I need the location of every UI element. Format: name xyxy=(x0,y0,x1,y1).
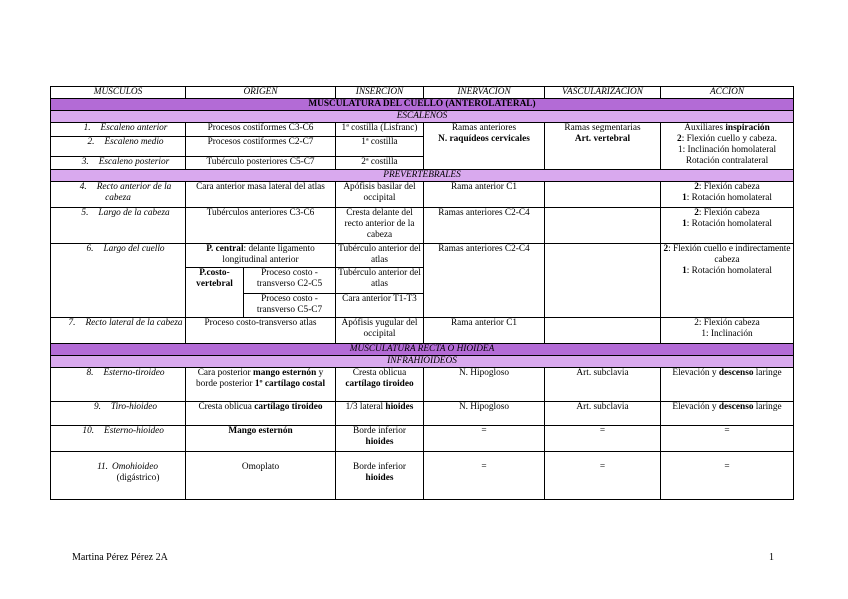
accion-cell xyxy=(661,318,794,344)
insertion-cell: Cara anterior T1-T3 xyxy=(336,294,424,318)
accion-cell xyxy=(661,182,794,208)
header-musculos: MUSCULOS xyxy=(51,87,186,99)
accion-bold: 2 xyxy=(694,208,699,218)
section-recta-hioidea: MUSCULATURA RECTA O HIOIDEA xyxy=(51,344,794,356)
muscle-name: Tiro-hioideo xyxy=(110,402,158,412)
muscle-number: 8. xyxy=(86,368,94,378)
origin-cell: Tubérculo posteriores C5-C7 xyxy=(186,157,336,170)
insertion-cell xyxy=(336,402,424,426)
footer-author: Martina Pérez Pérez 2A xyxy=(72,552,168,563)
page-number: 1 xyxy=(769,552,774,563)
origin-cell: Proceso costo - transverso C5-C7 xyxy=(244,294,336,318)
section-escalenos: ESCALENOS xyxy=(51,111,794,123)
vasc-text: Ramas segmentarias xyxy=(564,123,641,133)
inervacion-cell: Rama anterior C1 xyxy=(424,318,545,344)
inervacion-cell: = xyxy=(424,426,545,452)
table-row xyxy=(51,452,794,500)
table-row xyxy=(51,182,794,208)
accion-text: Elevación y xyxy=(672,368,719,378)
accion-text: : Flexión cuello e indirectamente cabeza xyxy=(668,244,791,265)
escalenos-inervacion xyxy=(424,123,545,170)
accion-text: Rotación contralateral xyxy=(685,156,769,166)
accion-text: : Flexión cabeza xyxy=(698,182,760,192)
muscle-number: 1. xyxy=(83,123,91,133)
origin-bold: mango esternón xyxy=(252,368,317,378)
origin-bold: Mango esternón xyxy=(228,426,293,436)
vasc-cell: Art. subclavia xyxy=(545,368,661,402)
insertion-bold: hioides xyxy=(365,437,394,447)
insertion-cell: Apófisis yugular del occipital xyxy=(336,318,424,344)
accion-cell: = xyxy=(661,452,794,500)
origin-cell: Proceso costo - transverso C2-C5 xyxy=(244,268,336,294)
header-row xyxy=(51,87,794,99)
insertion-bold: hioides xyxy=(385,402,414,412)
accion-bold: 2 xyxy=(663,244,669,254)
origin-cell xyxy=(186,402,336,426)
insertion-text: Borde inferior xyxy=(353,426,406,436)
muscle-name: Escaleno anterior xyxy=(100,123,168,133)
origin-text: Cresta oblicua xyxy=(198,402,255,412)
muscle-name: Escaleno posterior xyxy=(98,157,170,167)
origin-cell xyxy=(186,368,336,402)
muscle-number: 2. xyxy=(87,137,95,147)
muscle-number: 6. xyxy=(86,244,94,254)
muscle-name: Largo de la cabeza xyxy=(98,208,170,218)
insertion-cell xyxy=(336,452,424,500)
insertion-cell: Cresta delante del recto anterior de la cabeza xyxy=(336,208,424,244)
muscle-number: 7. xyxy=(68,318,76,328)
origin-cell: Omoplato xyxy=(186,452,336,500)
origin-text: y borde posterior xyxy=(195,368,324,389)
muscle-number: 11. xyxy=(97,462,109,472)
accion-text: 2: Flexión cabeza xyxy=(694,318,760,328)
accion-text: : Flexión cuello y cabeza. xyxy=(681,134,777,144)
table-row xyxy=(51,123,794,137)
accion-bold: inspiración xyxy=(725,123,770,133)
muscle-name: Omohioideo xyxy=(112,462,158,472)
origin-cell xyxy=(186,244,336,268)
insertion-cell: Tubérculo anterior del atlas xyxy=(336,244,424,268)
accion-bold: 1 xyxy=(682,193,687,203)
section-infrahioideos: INFRAHIOIDEOS xyxy=(51,356,794,368)
origin-bold: P.costo-vertebral xyxy=(196,268,233,289)
muscle-name: Recto lateral de la cabeza xyxy=(85,318,183,328)
table-row xyxy=(51,208,794,244)
muscle-name: Esterno-tiroideo xyxy=(103,368,165,378)
vasc-cell: = xyxy=(545,452,661,500)
table-row xyxy=(51,402,794,426)
accion-cell xyxy=(661,402,794,426)
insertion-cell xyxy=(336,368,424,402)
accion-text: : Flexión cabeza xyxy=(698,208,760,218)
insertion-cell xyxy=(336,426,424,452)
muscle-number: 10. xyxy=(82,426,95,436)
accion-bold: 2 xyxy=(677,134,682,144)
accion-text: laringe xyxy=(753,368,782,378)
muscle-name: Escaleno medio xyxy=(104,137,164,147)
accion-cell xyxy=(661,368,794,402)
table-row xyxy=(51,244,794,268)
origin-text: : delante ligamento longitudinal anterior xyxy=(222,244,315,265)
inervacion-cell: N. Hipogloso xyxy=(424,402,545,426)
insertion-bold: cartílago tiroideo xyxy=(345,379,414,389)
muscle-name: Recto anterior de la cabeza xyxy=(96,182,172,203)
table-row xyxy=(51,426,794,452)
vasc-cell: = xyxy=(545,426,661,452)
accion-text: : Rotación homolateral xyxy=(686,193,772,203)
insertion-text: Borde inferior xyxy=(353,462,406,472)
accion-text: Auxiliares xyxy=(684,123,726,133)
inervacion-cell: Ramas anteriores C2-C4 xyxy=(424,208,545,244)
inervacion-cell: N. Hipogloso xyxy=(424,368,545,402)
insertion-cell: 2ª costilla xyxy=(336,157,424,170)
insertion-cell: 1ª costilla (Lisfranc) xyxy=(336,123,424,137)
accion-text: : Rotación homolateral xyxy=(686,266,772,276)
muscle-name: Largo del cuello xyxy=(103,244,165,254)
accion-bold: 1 xyxy=(682,219,687,229)
origin-cell: Procesos costiformes C2-C7 xyxy=(186,137,336,157)
insertion-text: 1/3 lateral xyxy=(345,402,386,412)
header-inervacion: INERVACION xyxy=(424,87,545,99)
accion-cell xyxy=(661,208,794,244)
accion-text: 1: Inclinación homolateral xyxy=(677,145,777,155)
origin-cell: Tubérculos anteriores C3-C6 xyxy=(186,208,336,244)
muscle-number: 9. xyxy=(93,402,101,412)
inervacion-cell: = xyxy=(424,452,545,500)
inervacion-bold: N. raquídeos cervicales xyxy=(438,134,530,144)
vasc-cell xyxy=(545,244,661,318)
accion-bold: descenso xyxy=(718,368,754,378)
accion-bold: 2 xyxy=(694,182,699,192)
vasc-bold: Art. vertebral xyxy=(574,134,631,144)
accion-text: Elevación y xyxy=(672,402,719,412)
accion-bold: descenso xyxy=(718,402,754,412)
accion-cell xyxy=(661,244,794,318)
accion-text: laringe xyxy=(753,402,782,412)
insertion-cell: 1ª costilla xyxy=(336,137,424,157)
vasc-cell xyxy=(545,318,661,344)
section-prevertebrales: PREVERTEBRALES xyxy=(51,170,794,182)
escalenos-accion xyxy=(661,123,794,170)
header-vascularizacion: VASCULARIZACION xyxy=(545,87,661,99)
accion-text: 1: Inclinación xyxy=(701,329,753,339)
header-accion: ACCION xyxy=(661,87,794,99)
origin-cell: Procesos costiformes C3-C6 xyxy=(186,123,336,137)
origin-cell xyxy=(186,426,336,452)
header-origen: ORIGEN xyxy=(186,87,336,99)
insertion-text: Cresta oblicua xyxy=(352,368,407,378)
inervacion-cell: Rama anterior C1 xyxy=(424,182,545,208)
insertion-cell: Tubérculo anterior del atlas xyxy=(336,268,424,294)
origin-text: Cara posterior xyxy=(197,368,253,378)
insertion-bold: hioides xyxy=(365,473,394,483)
vasc-cell xyxy=(545,182,661,208)
muscle-note: (digástrico) xyxy=(116,473,160,483)
section-cuello: MUSCULATURA DEL CUELLO (ANTEROLATERAL) xyxy=(51,99,794,111)
origin-bold: 1º cartílago costal xyxy=(254,379,326,389)
inervacion-text: Ramas anteriores xyxy=(451,123,517,133)
muscles-table xyxy=(50,86,794,500)
escalenos-vascularizacion xyxy=(545,123,661,170)
accion-bold: 1 xyxy=(682,266,687,276)
origin-cell: Cara anterior masa lateral del atlas xyxy=(186,182,336,208)
table-row xyxy=(51,318,794,344)
origin-bold: P. central xyxy=(206,244,244,254)
vasc-cell xyxy=(545,208,661,244)
muscle-number: 5. xyxy=(81,208,89,218)
insertion-cell: Apófisis basilar del occipital xyxy=(336,182,424,208)
muscle-number: 3. xyxy=(81,157,89,167)
accion-cell: = xyxy=(661,426,794,452)
origin-subgroup xyxy=(186,268,244,318)
origin-cell: Proceso costo-transverso atlas xyxy=(186,318,336,344)
header-insercion: INSERCION xyxy=(336,87,424,99)
table-row xyxy=(51,368,794,402)
vasc-cell: Art. subclavia xyxy=(545,402,661,426)
origin-bold: cartílago tiroideo xyxy=(254,402,323,412)
inervacion-cell: Ramas anteriores C2-C4 xyxy=(424,244,545,318)
muscle-number: 4. xyxy=(79,182,87,192)
accion-text: : Rotación homolateral xyxy=(686,219,772,229)
muscle-name: Esterno-hioideo xyxy=(104,426,164,436)
